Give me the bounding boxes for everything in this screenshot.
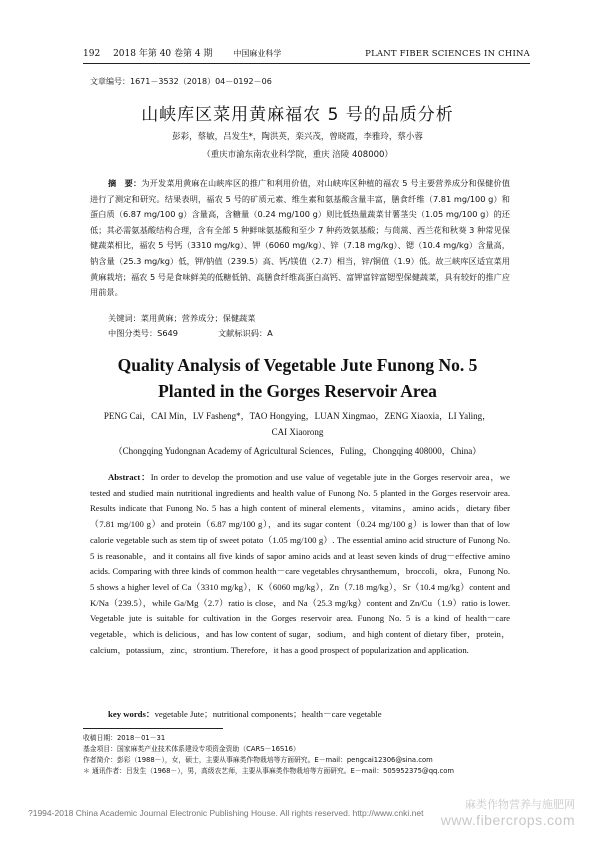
- document-code: 文献标识码：A: [217, 328, 273, 338]
- authors-en: PENG Cai，CAI Min，LV Fasheng*，TAO Hongying，LUAN Xingmao，ZENG Xiaoxia，LI Yaling，CAI Xiaorong: [103, 411, 492, 437]
- article-number: 文章编号：1671－3532（2018）04－0192－06: [90, 77, 272, 86]
- header-rule: [83, 63, 530, 64]
- abstract-cn: [90, 176, 510, 301]
- footnotes: [83, 733, 530, 777]
- running-header: [83, 47, 530, 61]
- title-en: [0, 352, 595, 404]
- footnote-received: 收稿日期：2018－01－31: [83, 734, 166, 742]
- keywords-en-label: key words：: [108, 709, 155, 719]
- title-en-line2: Planted in the Gorges Reservoir Area: [158, 381, 437, 401]
- authors-cn: 彭彩，蔡敏，吕发生*，陶洪英，栾兴茂，曾晓霞，李雅玲，蔡小蓉: [172, 132, 423, 142]
- clc-number: 中图分类号：S649: [108, 328, 178, 338]
- title-en-line1: Quality Analysis of Vegetable Jute Funong No. 5: [117, 355, 478, 375]
- affiliation-en: （Chongqing Yudongnan Academy of Agricultural Sciences，Fuling，Chongqing 408000，China）: [113, 446, 482, 456]
- abstract-en-label: Abstract：: [108, 472, 151, 482]
- watermark-cn: 麻类作物营养与施肥网: [465, 798, 575, 811]
- title-cn: 山峡库区菜用黄麻福农 5 号的品质分析: [141, 105, 454, 125]
- page-number: 192: [83, 49, 101, 59]
- footnote-funding: 基金项目：国家麻类产业技术体系建设专项资金资助（CARS－16S16）: [83, 745, 300, 753]
- keywords-en: [108, 708, 382, 720]
- abstract-cn-text: 为开发菜用黄麻在山峡库区的推广和利用价值，对山峡库区种植的福农 5 号主要营养成分和保健价值进行了测定和研究。结果表明，福农 5 号的矿质元素、维生素和氨基酸含量丰富，膳食纤维（7.81 mg/100 g）和蛋白质（6.87 mg/100 g）含量高，含糖量（0.24 mg/100 g）则比低热量蔬菜甘薯茎尖（1.05 mg/100 g）的还低；其必需氨基酸结构合理，含有全部 5 种鲜味氨基酸和至少 7 种药效氨基酸；与茼蒿、西兰花和秋葵 3 种常见保健蔬菜相比，福农 5 号钙（3310 mg/kg）、钾（6060 mg/kg）、锌（7.18 mg/kg）、锶（10.4 mg/kg）含量高，钠含量（25.3 mg/kg）低，钾/钠值（239.5）高、钙/镁值（2.7）相当，锌/铜值（1.9）低。故三峡库区适宜菜用黄麻栽培；福农 5 号是食味鲜美的低糖低钠、高膳食纤维高蛋白高钙、富钾富锌富锶型保健蔬菜，具有较好的推广应用前景。: [90, 178, 510, 298]
- affiliation-cn: （重庆市渝东南农业科学院，重庆 涪陵 408000）: [202, 150, 393, 160]
- footnote-rule: [83, 728, 223, 729]
- keywords-en-text: vegetable Jute；nutritional components；health－care vegetable: [154, 709, 382, 719]
- issue-info: 2018 年第 40 卷第 4 期: [113, 49, 213, 59]
- keywords-cn: 关键词：菜用黄麻；营养成分；保健蔬菜: [108, 313, 256, 323]
- journal-name-en: PLANT FIBER SCIENCES IN CHINA: [365, 49, 530, 59]
- footnote-corresponding: ＊ 通讯作者：吕发生（1968－），男，高级农艺师，主要从事麻类作物栽培等方面研究。E－mail：505952375@qq.com: [83, 767, 455, 775]
- journal-name-cn: 中国麻业科学: [233, 49, 282, 58]
- site-watermark: [441, 796, 575, 828]
- abstract-en: [90, 470, 510, 658]
- header-left: [83, 47, 291, 61]
- classification-line: [108, 328, 273, 339]
- footnote-author: 作者简介：彭彩（1988－），女，硕士，主要从事麻类作物栽培等方面研究。E－mail：pengcai12306@sina.com: [83, 756, 433, 764]
- abstract-cn-label: 摘 要：: [108, 178, 142, 188]
- watermark-url: www.fibercrops.com: [440, 812, 575, 828]
- copyright-line: ?1994-2018 China Academic Journal Electronic Publishing House. All rights reserved. http://www.cnki.net: [28, 808, 424, 818]
- abstract-en-text: In order to develop the promotion and use value of vegetable jute in the Gorges reservoir area，we tested and studied main nutritional ingredients and health value of Funong No. 5 planted in the Gorges reservoir area. Results indicate that Funong No. 5 has a high content of mineral elements，vitamins，amino acids，dietary fiber（7.81 mg/100 g）and protein（6.87 mg/100 g），and its sugar content（0.24 mg/100 g）is lower than that of low calorie vegetable such as stem tip of sweet potato（1.05 mg/100 g）. The essential amino acid structure of Funong No. 5 is reasonable，and it contains all five kinds of sapor amino acids and at least seven kinds of drug－effective amino acids. Comparing with three kinds of common health－care vegetables chrysanthemum，broccoli，okra，Funong No. 5 shows a higher level of Ca（3310 mg/kg），K（6060 mg/kg），Zn（7.18 mg/kg），Sr（10.4 mg/kg）content and K/Na（239.5），while Ga/Mg（2.7）ratio is close，and Na（25.3 mg/kg）content and Zn/Cu（1.9）ratio is lower. Vegetable jute is suitable for cultivation in the Gorges reservoir area. Funong No. 5 is a kind of health－care vegetable，which is delicious，and has low content of sugar，sodium，and high content of dietary fiber，protein，calcium，potassium，zinc，strontium. Therefore，it has a good prospect of popularization and application.: [90, 472, 511, 655]
